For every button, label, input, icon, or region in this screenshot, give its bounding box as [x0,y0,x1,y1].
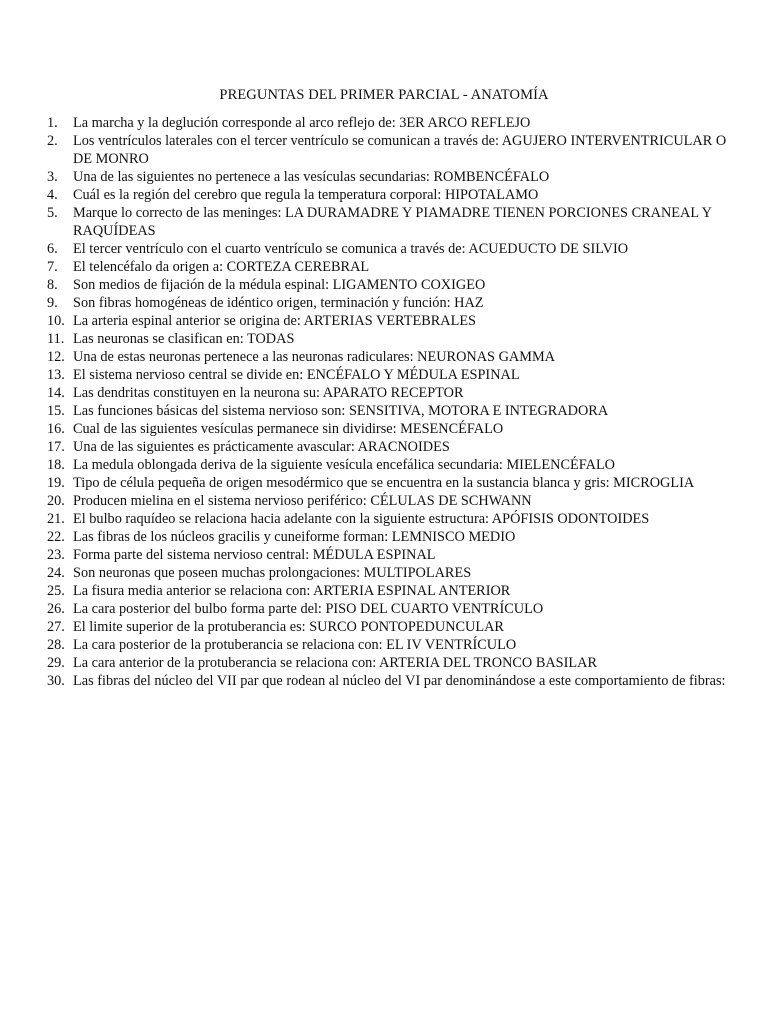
question-item [47,582,727,600]
question-number: 7. [47,259,58,275]
question-number: 21. [47,511,65,527]
question-text: El sistema nervioso central se divide en: ENCÉFALO Y MÉDULA ESPINAL [73,367,520,383]
question-item [47,528,727,546]
question-item [47,654,727,672]
question-item [47,546,727,564]
question-number: 17. [47,439,65,455]
question-item [47,348,727,366]
question-text: Una de estas neuronas pertenece a las neuronas radiculares: NEURONAS GAMMA [73,349,555,365]
question-number: 22. [47,529,65,545]
question-item [47,402,727,420]
question-number: 12. [47,349,65,365]
question-item [47,672,727,690]
question-number: 1. [47,115,58,131]
question-text: Los ventrículos laterales con el tercer ventrículo se comunican a través de: AGUJERO INTERVENTRICULAR O DE MONRO [73,133,727,167]
question-text: Cuál es la región del cerebro que regula la temperatura corporal: HIPOTALAMO [73,187,539,203]
question-item [47,384,727,402]
question-text: Producen mielina en el sistema nervioso periférico: CÉLULAS DE SCHWANN [73,493,532,509]
question-item [47,438,727,456]
question-text: La cara posterior de la protuberancia se relaciona con: EL IV VENTRÍCULO [73,637,517,653]
question-text: Cual de las siguientes vesículas permanece sin dividirse: MESENCÉFALO [73,421,504,437]
question-text: La cara posterior del bulbo forma parte del: PISO DEL CUARTO VENTRÍCULO [73,601,544,617]
question-text: La cara anterior de la protuberancia se relaciona con: ARTERIA DEL TRONCO BASILAR [73,655,597,671]
question-number: 23. [47,547,65,563]
question-number: 6. [47,241,58,257]
question-item [47,168,727,186]
question-number: 30. [47,673,65,689]
question-number: 29. [47,655,65,671]
question-text: Marque lo correcto de las meninges: LA DURAMADRE Y PIAMADRE TIENEN PORCIONES CRANEAL Y RAQUÍDEAS [73,205,712,239]
question-item [47,618,727,636]
question-text: Son fibras homogéneas de idéntico origen, terminación y función: HAZ [73,295,484,311]
question-item [47,330,727,348]
question-text: La fisura media anterior se relaciona con: ARTERIA ESPINAL ANTERIOR [73,583,511,599]
question-number: 26. [47,601,65,617]
question-item [47,312,727,330]
question-number: 28. [47,637,65,653]
question-text: La medula oblongada deriva de la siguiente vesícula encefálica secundaria: MIELENCÉFALO [73,457,616,473]
question-text: Las funciones básicas del sistema nervioso son: SENSITIVA, MOTORA E INTEGRADORA [73,403,609,419]
question-number: 10. [47,313,65,329]
question-item [47,204,727,240]
question-text: Tipo de célula pequeña de origen mesodérmico que se encuentra en la sustancia blanca y gris: MICROGLIA [73,475,695,491]
question-item [47,294,727,312]
question-item [47,132,727,168]
question-number: 13. [47,367,65,383]
question-text: Son neuronas que poseen muchas prolongaciones: MULTIPOLARES [73,565,472,581]
question-item [47,564,727,582]
question-item [47,276,727,294]
question-text: Forma parte del sistema nervioso central: MÉDULA ESPINAL [73,547,436,563]
question-number: 8. [47,277,58,293]
question-number: 15. [47,403,65,419]
question-item [47,474,727,492]
question-item [47,258,727,276]
question-item [47,456,727,474]
question-text: Una de las siguientes no pertenece a las vesículas secundarias: ROMBENCÉFALO [73,169,550,185]
question-text: El telencéfalo da origen a: CORTEZA CEREBRAL [73,259,370,275]
question-text: La arteria espinal anterior se origina de: ARTERIAS VERTEBRALES [73,313,477,329]
question-text: Una de las siguientes es prácticamente avascular: ARACNOIDES [73,439,450,455]
question-number: 2. [47,133,58,149]
question-number: 5. [47,205,58,221]
question-item [47,600,727,618]
question-text: Las fibras de los núcleos gracilis y cuneiforme forman: LEMNISCO MEDIO [73,529,516,545]
question-item [47,366,727,384]
question-number: 4. [47,187,58,203]
question-text: El tercer ventrículo con el cuarto ventrículo se comunica a través de: ACUEDUCTO DE SILVIO [73,241,629,257]
question-number: 3. [47,169,58,185]
question-text: Las neuronas se clasifican en: TODAS [73,331,295,347]
question-number: 16. [47,421,65,437]
question-item [47,186,727,204]
document-title: PREGUNTAS DEL PRIMER PARCIAL - ANATOMÍA [219,87,549,103]
question-item [47,240,727,258]
question-item [47,492,727,510]
question-number: 9. [47,295,58,311]
question-item [47,510,727,528]
question-number: 25. [47,583,65,599]
question-text: Las fibras del núcleo del VII par que rodean al núcleo del VI par denominándose a este comportamiento de fibras: [73,673,726,689]
question-text: Las dendritas constituyen en la neurona su: APARATO RECEPTOR [73,385,464,401]
question-number: 11. [47,331,65,347]
question-text: La marcha y la deglución corresponde al arco reflejo de: 3ER ARCO REFLEJO [73,115,531,131]
question-item [47,420,727,438]
question-text: Son medios de fijación de la médula espinal: LIGAMENTO COXIGEO [73,277,486,293]
question-number: 18. [47,457,65,473]
question-number: 14. [47,385,65,401]
question-text: El limite superior de la protuberancia es: SURCO PONTOPEDUNCULAR [73,619,504,635]
question-text: El bulbo raquídeo se relaciona hacia adelante con la siguiente estructura: APÓFISIS ODONTOIDES [73,511,650,527]
question-number: 27. [47,619,65,635]
question-list [47,114,727,690]
question-item [47,114,727,132]
question-number: 19. [47,475,65,491]
question-item [47,636,727,654]
question-number: 20. [47,493,65,509]
question-number: 24. [47,565,65,581]
